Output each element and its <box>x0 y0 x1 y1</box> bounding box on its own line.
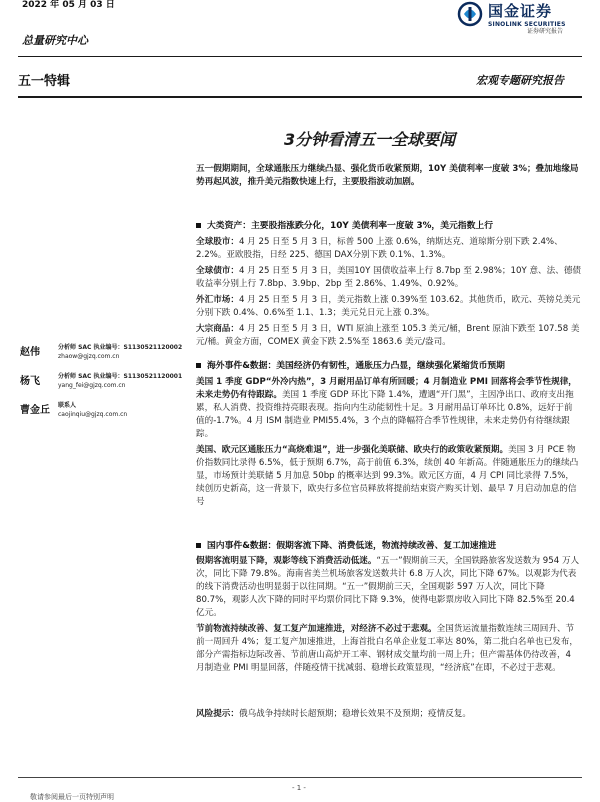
section-bullet-icon <box>196 363 201 368</box>
analyst-email[interactable]: zhaow@gjzq.com.cn <box>58 353 120 360</box>
section-heading-domestic <box>196 538 581 551</box>
paragraph-text: 美国 3 月 PCE 物价指数同比录得 6.5%，低于预期 6.7%，高于前值 6.3%，续创 40 年新高。伴随通胀压力的继续凸显，市场预计美联储 5 月加息 50bp 的概率达到 99.3%。欧元区方面，4 月 CPI 同比录得 7.5%，续创历史新高，这一背景下，欧央行多位官员释放将提前结束资产购买计划、最早 7 月启动加息的信号 <box>196 445 579 507</box>
paragraph-lead: 全球股市： <box>196 237 239 247</box>
section-heading-text: 国内事件&数据：假期客流下降、消费低迷，物流持续改善、复工加速推进 <box>207 541 497 551</box>
paragraph-lead: 节前物流持续改善、复工复产加速推进，对经济不必过于悲观。 <box>196 624 437 634</box>
analyst-email[interactable]: yang_fei@gjzq.com.cn <box>58 382 126 389</box>
paragraph-global-stocks <box>196 236 581 262</box>
series-label: 五一特辑 <box>18 74 71 89</box>
paragraph-lead: 美国、欧元区通胀压力“高烧难退”，进一步强化美联储、欧央行的政策收紧预期。 <box>196 445 509 455</box>
footer-rule <box>18 777 582 778</box>
logo-english-name: SINOLINK SECURITIES <box>488 21 566 28</box>
paragraph-logistics <box>196 623 581 675</box>
section-heading-text: 大类资产：主要股指涨跌分化，10Y 美债利率一度破 3%，美元指数上行 <box>207 221 493 231</box>
section-bullet-icon <box>196 543 201 548</box>
paragraph-text: 4 月 25 日至 5 月 3 日，标普 500 上涨 0.6%，纳斯达克、道琼斯分别下跌 2.4%、2.2%。亚欧股指，日经 225、德国 DAX分别下跌 0.1%、1.3%。 <box>196 237 563 260</box>
paragraph-text: 全国货运流量指数连续三周回升、节前一周回升 4%；复工复产加速推进，上海首批白名单企业复工率达 80%，第二批白名单也已发布，部分产需指标边际改善、节前唐山高炉开工率、钢材成交量均前一周上升；但产需基体仍待改善，4 月制造业 PMI 明显回落，伴随疫情干扰减弱、稳增长政策显现，“经济底”在即，不必过于悲观。 <box>196 624 578 673</box>
paragraph-fx <box>196 294 581 320</box>
report-date: 2022 年 05 月 03 日 <box>22 0 115 10</box>
paragraph-lead: 大宗商品： <box>196 324 239 334</box>
paragraph-text: 4 月 25 日至 5 月 3 日，美国10Y 国债收益率上行 8.7bp 至 2.98%；10Y 意、法、德债收益率分别上行 7.8bp、3.9bp、2bp 至 2.86%、1.49%、0.92%。 <box>196 266 582 289</box>
company-logo <box>456 0 566 28</box>
department-label: 总量研究中心 <box>22 34 88 47</box>
paragraph-text: 4 月 25 日至 5 月 3 日，美元指数上涨 0.39%至 103.62。其他货币，欧元、英镑兑美元分别下跌 0.4%、0.6%至 1.1、1.3；美元兑日元上涨 0.3%。 <box>196 295 581 318</box>
section-heading-overseas <box>196 358 581 371</box>
analyst-role: 分析师 SAC 执业编号：S1130521120002 <box>58 344 183 351</box>
section-heading-assets <box>196 218 581 231</box>
sinolink-logo-icon <box>456 1 484 27</box>
analyst-name: 杨飞 <box>20 376 40 387</box>
paragraph-lead: 全球债市： <box>196 266 239 276</box>
analyst-name: 赵伟 <box>20 347 40 358</box>
section-body-assets <box>196 236 581 349</box>
paragraph-holiday-traffic <box>196 555 581 620</box>
section-body-overseas <box>196 376 581 509</box>
section-body-domestic <box>196 555 581 675</box>
report-title: 3分钟看清五一全球要闻 <box>284 130 456 149</box>
paragraph-lead: 外汇市场： <box>196 295 239 305</box>
risk-lead: 风险提示： <box>196 709 239 719</box>
paragraph-text: 4 月 25 日至 5 月 3 日，WTI 原油上涨至 105.3 美元/桶，Brent 原油下跌至 107.58 美元/桶。黄金方面，COMEX 黄金下跌 2.5%至 1863.6 美元/盎司。 <box>196 324 580 347</box>
risk-text: 俄乌战争持续时长超预期；稳增长效果不及预期；疫情反复。 <box>238 709 472 719</box>
paragraph-inflation <box>196 444 581 509</box>
paragraph-us-gdp <box>196 376 581 441</box>
header-rule <box>18 56 582 57</box>
section-heading-text: 海外事件&数据：美国经济仍有韧性，通胀压力凸显，继续强化紧缩货币预期 <box>207 361 505 371</box>
summary-paragraph: 五一假期期间，全球通胀压力继续凸显、强化货币收紧预期，10Y 美债利率一度破 3%；叠加地缘局势再起风波，推升美元指数快速上行，主要股指波动加剧。 <box>196 164 579 187</box>
analyst-email[interactable]: caojinqiu@gjzq.com.cn <box>58 411 128 418</box>
paragraph-text: “五一”假期前三天，全国铁路旅客发送数为 954 万人次，同比下降 79.8%。海南省美兰机场旅客发送数共计 6.8 万人次，同比下降 67%。以观影为代表的线下消费活动也明显弱于以往同期。“五一”假期前三天，全国观影 597 万人次，同比下降 80.7%，观影人次下降的同时平均票价同比下降 9.3%，使得电影票房收入同比下降 82.5%至 20.4 亿元。 <box>196 556 580 618</box>
page-number: - 1 - <box>292 784 306 792</box>
section-bullet-icon <box>196 223 201 228</box>
disclaimer-note: 敬请参阅最后一页特别声明 <box>30 793 114 801</box>
report-type-tag: 证券研究报告 <box>527 28 564 35</box>
paragraph-lead: 美国 1 季度 GDP“外冷内热”，3 月耐用品订单有所回暖；4 月制造业 PMI 回落将会季节性规律，未来走势仍有待跟踪。 <box>196 377 577 400</box>
analyst-card <box>20 343 190 361</box>
paragraph-lead: 假期客流明显下降，观影等线下消费活动低迷。 <box>196 556 377 566</box>
logo-chinese-name: 国金证券 <box>488 2 553 20</box>
analyst-name: 曹金丘 <box>20 405 50 416</box>
series-rule <box>18 96 582 98</box>
analyst-card <box>20 372 190 390</box>
analyst-role: 分析师 SAC 执业编号：S1130521120001 <box>58 373 183 380</box>
paragraph-text: 美国 1 季度 GDP 环比下降 1.4%，遭遇“开门黑”，主因净出口、政府支出拖累，私人消费、投资维持亮眼表现。指向内生动能韧性十足。3 月耐用品订单环比 0.8%，远好于前值的-1.7%。4 月 ISM 制造业 PMI55.4%，3 个点的降幅符合季节性规律，未来走势仍有待继续跟踪。 <box>196 390 574 439</box>
risk-warning <box>196 708 581 721</box>
analyst-card <box>20 401 190 419</box>
paragraph-global-bonds <box>196 265 581 291</box>
paragraph-commodities <box>196 323 581 349</box>
report-category: 宏观专题研究报告 <box>476 74 564 87</box>
analyst-role: 联系人 <box>58 402 77 409</box>
